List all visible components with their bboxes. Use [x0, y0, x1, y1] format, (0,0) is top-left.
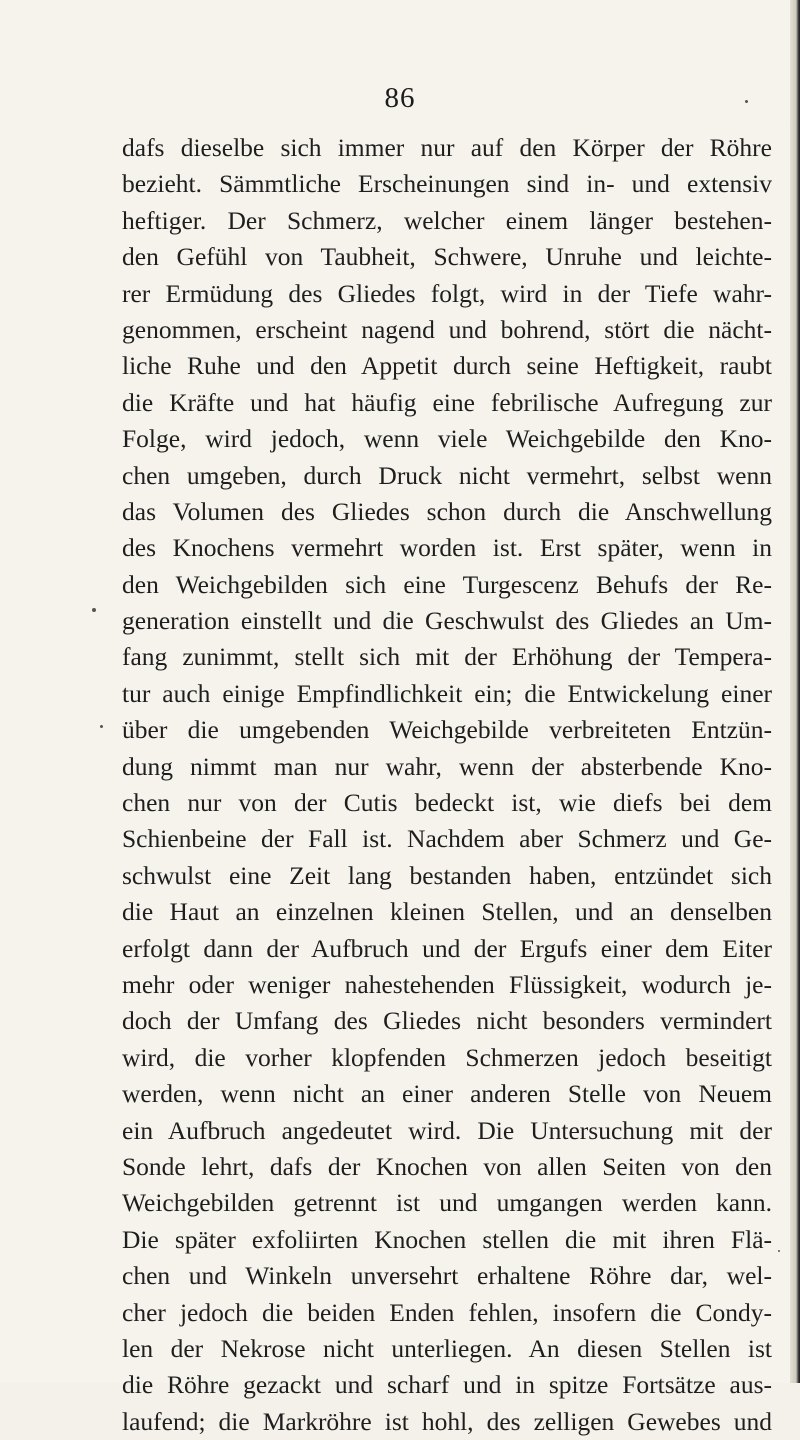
text-line: Sonde lehrt, dafs der Knochen von allen Seiten von den	[122, 1151, 772, 1181]
text-line: bezieht. Sämmtliche Erscheinungen sind in- und extensiv	[122, 169, 772, 199]
text-line: des Knochens vermehrt worden ist. Erst später, wenn in	[122, 533, 772, 563]
text-line: erfolgt dann der Aufbruch und der Ergufs einer dem Eiter	[122, 933, 772, 963]
text-line: den Gefühl von Taubheit, Schwere, Unruhe und leichte-	[122, 242, 772, 272]
text-line: wird, die vorher klopfenden Schmerzen jedoch beseitigt	[122, 1042, 772, 1072]
text-line: die Röhre gezackt und scharf und in spitze Fortsätze aus-	[122, 1370, 772, 1400]
text-line: chen umgeben, durch Druck nicht vermehrt, selbst wenn	[122, 460, 772, 490]
text-line: len der Nekrose nicht unterliegen. An diesen Stellen ist	[122, 1333, 772, 1363]
text-line: laufend; die Markröhre ist hohl, des zelligen Gewebes und	[122, 1406, 772, 1436]
text-line: doch der Umfang des Gliedes nicht besonders vermindert	[122, 1006, 772, 1036]
page-edge	[790, 0, 800, 1383]
text-line: schwulst eine Zeit lang bestanden haben, entzündet sich	[122, 860, 772, 890]
print-speck	[745, 100, 748, 103]
print-speck	[100, 725, 103, 728]
text-line: dung nimmt man nur wahr, wenn der absterbende Kno-	[122, 751, 772, 781]
text-line: die Kräfte und hat häufig eine febrilische Aufregung zur	[122, 387, 772, 417]
text-line: liche Ruhe und den Appetit durch seine Heftigkeit, raubt	[122, 351, 772, 381]
text-line: den Weichgebilden sich eine Turgescenz Behufs der Re-	[122, 569, 772, 599]
text-line: rer Ermüdung des Gliedes folgt, wird in der Tiefe wahr-	[122, 278, 772, 308]
text-line: über die umgebenden Weichgebilde verbreiteten Entzün-	[122, 715, 772, 745]
text-line: das Volumen des Gliedes schon durch die Anschwellung	[122, 496, 772, 526]
text-line: Die später exfoliirten Knochen stellen die mit ihren Flä-	[122, 1224, 772, 1254]
text-line: chen nur von der Cutis bedeckt ist, wie diefs bei dem	[122, 788, 772, 818]
text-line: Weichgebilden getrennt ist und umgangen werden kann.	[122, 1188, 772, 1218]
text-line: dafs dieselbe sich immer nur auf den Körper der Röhre	[122, 133, 772, 162]
text-line: die Haut an einzelnen kleinen Stellen, und an denselben	[122, 897, 772, 927]
text-line: fang zunimmt, stellt sich mit der Erhöhung der Tempera-	[122, 642, 772, 672]
text-line: werden, wenn nicht an einer anderen Stelle von Neuem	[122, 1079, 772, 1109]
print-speck	[778, 1250, 780, 1252]
page-number: 86	[384, 82, 416, 114]
text-line: cher jedoch die beiden Enden fehlen, insofern die Condy-	[122, 1297, 772, 1327]
text-line: mehr oder weniger nahestehenden Flüssigkeit, wodurch je-	[122, 969, 772, 999]
text-line: genommen, erscheint nagend und bohrend, stört die nächt-	[122, 314, 772, 344]
print-speck	[92, 608, 96, 612]
text-line: Schienbeine der Fall ist. Nachdem aber Schmerz und Ge-	[122, 824, 772, 854]
text-line: Folge, wird jedoch, wenn viele Weichgebilde den Kno-	[122, 424, 772, 454]
text-line: tur auch einige Empfindlichkeit ein; die Entwickelung einer	[122, 678, 772, 708]
text-line: chen und Winkeln unversehrt erhaltene Röhre dar, wel-	[122, 1261, 772, 1291]
text-line: heftiger. Der Schmerz, welcher einem länger bestehen-	[122, 205, 772, 235]
text-line: generation einstellt und die Geschwulst des Gliedes an Um-	[122, 606, 772, 636]
text-line: ein Aufbruch angedeutet wird. Die Untersuchung mit der	[122, 1115, 772, 1145]
body-text	[122, 130, 772, 1440]
